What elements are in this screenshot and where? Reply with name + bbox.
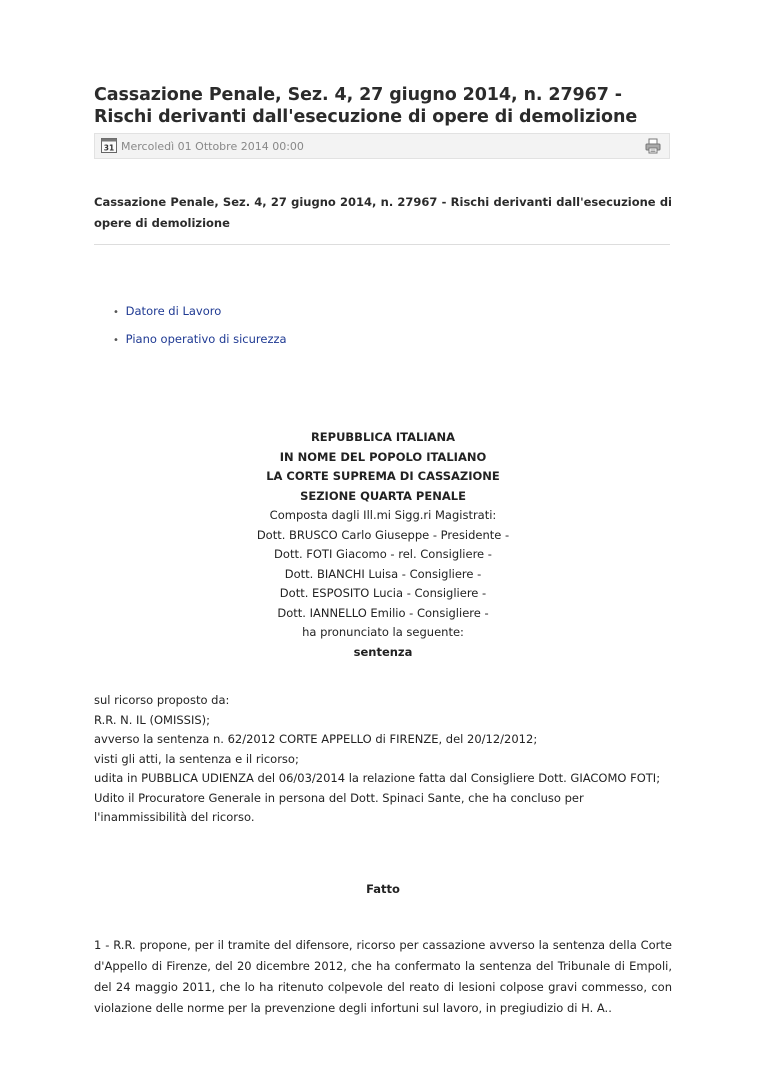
header-line: Dott. IANNELLO Emilio - Consigliere - — [277, 605, 489, 620]
header-line: SEZIONE QUARTA PENALE — [300, 488, 466, 503]
header-line: REPUBBLICA ITALIANA — [310, 430, 456, 444]
tag-item — [113, 298, 287, 326]
body-line: udita in PUBBLICA UDIENZA del 06/03/2014 la relazione fatta dal Consigliere Dott. GIACOMO FOTI; — [94, 771, 661, 785]
header-line-sentenza: sentenza — [353, 644, 413, 659]
section-heading-fatto: Fatto — [366, 882, 400, 896]
header-line: Dott. BIANCHI Luisa - Consigliere - — [284, 566, 482, 581]
header-line: Composta dagli Ill.mi Sigg.ri Magistrati: — [269, 508, 497, 522]
court-header — [94, 428, 672, 662]
print-icon[interactable] — [645, 138, 661, 157]
calendar-icon — [101, 138, 117, 156]
body-line: avverso la sentenza n. 62/2012 CORTE APPELLO di FIRENZE, del 20/12/2012; — [94, 732, 538, 746]
header-line: LA CORTE SUPREMA DI CASSAZIONE — [266, 469, 500, 483]
body-line: visti gli atti, la sentenza e il ricorso; — [94, 751, 299, 766]
header-line: ha pronunciato la seguente: — [302, 625, 464, 639]
paragraph-1: 1 - R.R. propone, per il tramite del difensore, ricorso per cassazione avverso la sentenza della Corte d'Appello di Firenze, del 20 dicembre 2012, che ha confermato la sentenza del Tribunale di Empoli, del 24 maggio 2011, che lo ha ritenuto colpevole del reato di lesioni colpose gravi commesso, con violazione delle norme per la prevenzione degli infortuni sul lavoro, in pregiudizio di H. A.. — [94, 938, 672, 1015]
header-line: Dott. FOTI Giacomo - rel. Consigliere - — [274, 547, 492, 561]
article-title: Cassazione Penale, Sez. 4, 27 giugno 2014, n. 27967 - Rischi derivanti dall'esecuzione di opere di demolizione — [94, 85, 638, 127]
body-line: R.R. N. IL (OMISSIS); — [94, 712, 210, 727]
tag-list — [113, 298, 287, 354]
tag-item — [113, 326, 287, 354]
header-line: IN NOME DEL POPOLO ITALIANO — [279, 449, 487, 464]
tag-link-piano-operativo[interactable]: Piano operativo di sicurezza — [125, 332, 287, 346]
bullet-icon: • — [113, 307, 119, 318]
body-line: Udito il Procuratore Generale in persona del Dott. Spinaci Sante, che ha concluso per l'inammissibilità del ricorso. — [94, 790, 584, 824]
divider — [94, 244, 670, 245]
case-details — [94, 691, 672, 828]
tag-link-datore-di-lavoro[interactable]: Datore di Lavoro — [125, 304, 222, 318]
body-line: sul ricorso proposto da: — [94, 693, 230, 707]
header-line: Dott. BRUSCO Carlo Giuseppe - Presidente - — [256, 527, 510, 542]
bullet-icon: • — [113, 335, 119, 346]
header-line: Dott. ESPOSITO Lucia - Consigliere - — [279, 586, 487, 600]
article-intro: Cassazione Penale, Sez. 4, 27 giugno 2014, n. 27967 - Rischi derivanti dall'esecuzione di opere di demolizione — [94, 195, 672, 230]
article-meta-bar — [94, 133, 670, 159]
svg-text:31: 31 — [103, 143, 115, 153]
publish-date: Mercoledì 01 Ottobre 2014 00:00 — [121, 140, 304, 153]
